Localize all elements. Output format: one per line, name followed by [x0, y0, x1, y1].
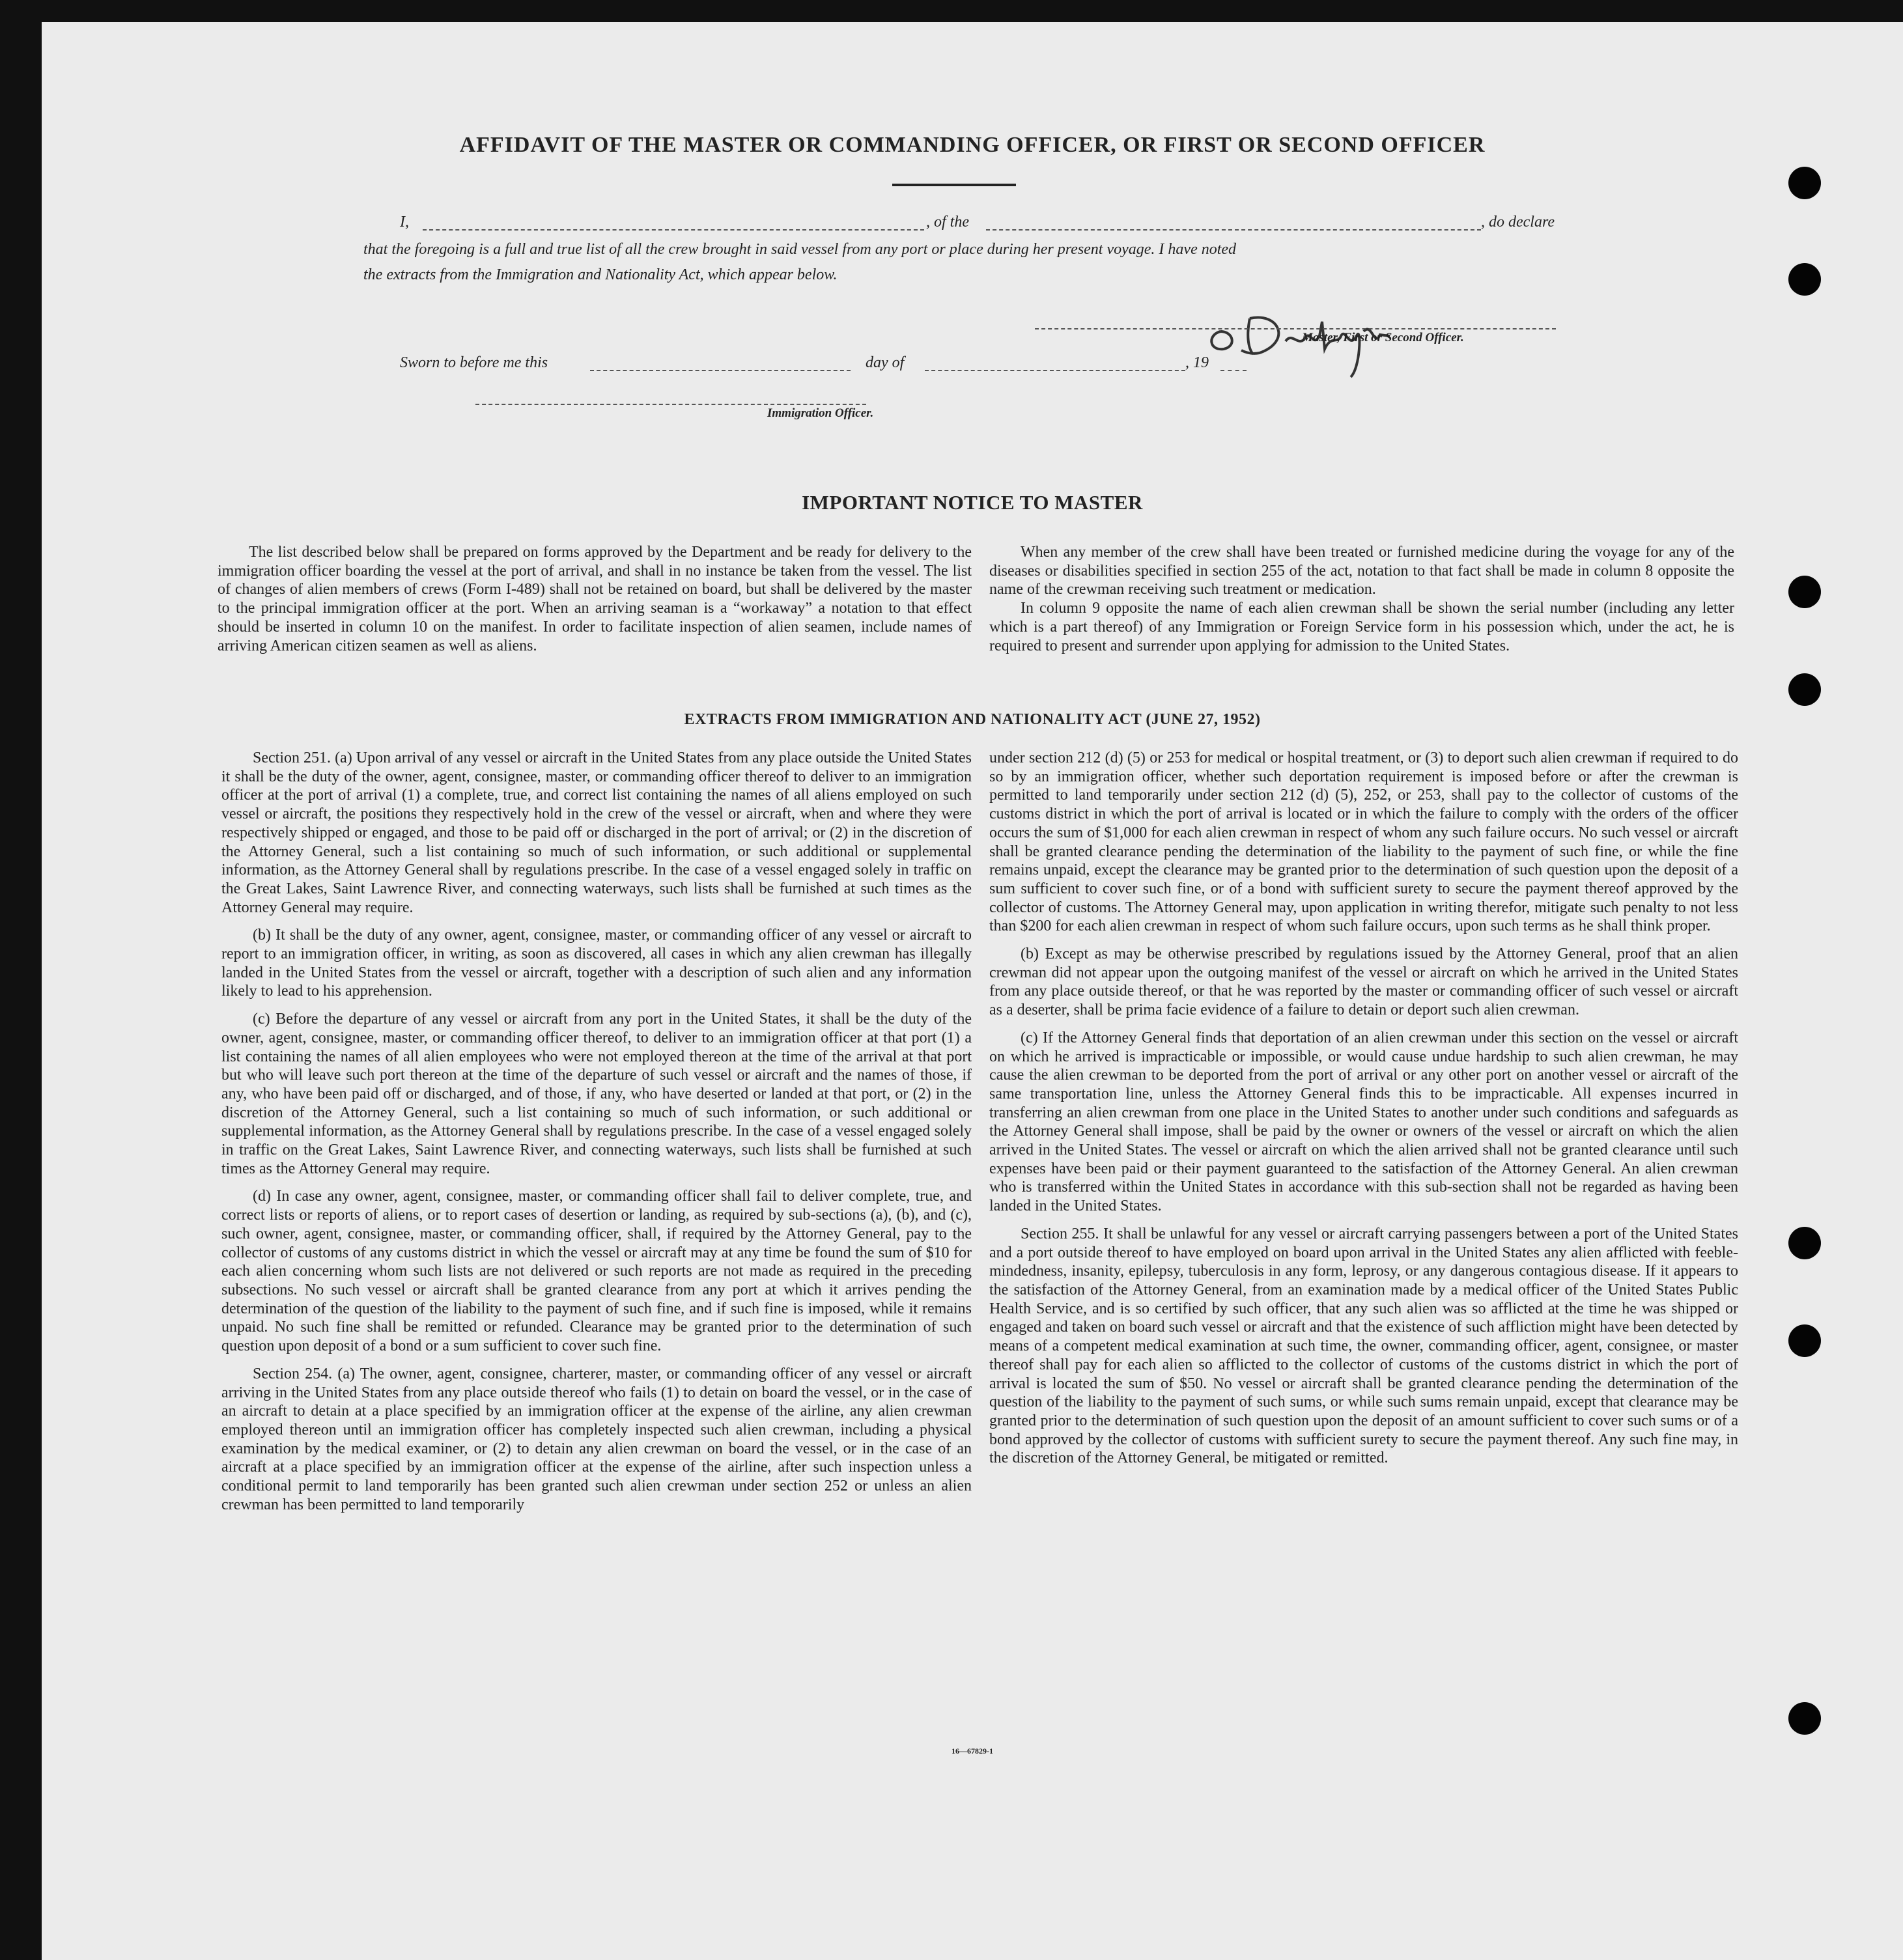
immigration-officer-signature-line[interactable] [475, 404, 866, 405]
notice-right-column [989, 543, 1734, 664]
notice-paragraph: When any member of the crew shall have been treated or furnished medicine during the voyage for any of the diseases or disabilities specified in section 255 of the act, notation to that fact shall be made in column 8 opposite the name of the crewman receiving such treatment or medication. [989, 544, 1734, 598]
sworn-prefix: Sworn to before me this [400, 354, 548, 371]
statute-paragraph: (b) It shall be the duty of any owner, agent, consignee, master, or commanding officer of any vessel or aircraft to report to an immigration officer, in writing, as soon as discovered, all cases in which any alien crewman has illegally landed in the United States from the vessel or aircraft, together with a description of such alien and any information likely to lead to his apprehension. [221, 927, 972, 1000]
extracts-right-column [989, 749, 1738, 1477]
sworn-date-field[interactable] [590, 370, 851, 371]
punch-hole [1788, 1227, 1821, 1259]
officer-caption: Immigration Officer. [767, 406, 874, 420]
extracts-left-column [221, 749, 972, 1523]
punch-hole [1788, 1324, 1821, 1357]
declarant-name-field[interactable] [423, 229, 924, 231]
sworn-day-of: day of [866, 354, 905, 371]
statute-paragraph: Section 254. (a) The owner, agent, consignee, charterer, master, or commanding officer of any vessel or aircraft arriving in the United States from any place outside thereof who fails (1) to detain on board the vessel, or in the case of an aircraft to detain at a place specified by an immigration officer at the expense of the airline, any alien crewman employed thereon until an immigration officer has completely inspected such alien crewman, including a physical examination by the medical examiner, or (2) to detain any alien crewman on board the vessel, or in the case of an aircraft at a place specified by an immigration officer at the expense of the airline, after such inspection unless a conditional permit to land temporarily has been granted such alien crewman under section 252 or unless an alien crewman has been permitted to land temporarily [221, 1365, 972, 1513]
vessel-name-field[interactable] [986, 229, 1481, 231]
extracts-title: EXTRACTS FROM IMMIGRATION AND NATIONALITY ACT (JUNE 27, 1952) [684, 711, 1261, 728]
punch-hole [1788, 167, 1821, 199]
statute-paragraph: under section 212 (d) (5) or 253 for medical or hospital treatment, or (3) to deport such alien crewman if required to do so by an immigration officer, whether such deportation requirement is imposed before or after the crewman is permitted to land temporarily under section 212 (d) (5), 252, or 253, shall pay to the collector of customs of the customs district in which the port of arrival is located or in which the failure to comply with the orders of the officer occurs the sum of $1,000 for each alien crewman in respect of whom any such failure occurs. No such vessel or aircraft shall be granted clearance pending the determination of the liability to the payment of such fine, or while the fine remains unpaid, except the clearance may be granted prior to the determination of such question upon the deposit of a sum sufficient to cover such fine, or of a bond with sufficient surety to secure the payment thereof approved by the collector of customs. The Attorney General may, upon application in writing therefor, mitigate such penalty to not less than $200 for each alien crewman in respect of whom such failure occurs, upon such terms as he shall think proper. [989, 749, 1738, 935]
declarant-prefix: I, [400, 214, 409, 231]
document-page [42, 22, 1903, 1960]
notice-paragraph: The list described below shall be prepared on forms approved by the Department and be ready for delivery to the immigration officer boarding the vessel at the port of arrival, and shall in no instance be taken from the vessel. The list of changes of alien members of crews (Form I-489) shall not be retained on board, but shall be delivered by the master to the principal immigration officer at the port. When an arriving seaman is a “workaway” a notation to that effect should be inserted in column 10 on the manifest. In order to facilitate inspection of alien seamen, include names of arriving American citizen seamen as well as aliens. [218, 544, 972, 654]
sworn-month-field[interactable] [925, 370, 1185, 371]
notice-paragraph: In column 9 opposite the name of each alien crewman shall be shown the serial number (including any letter which is a part thereof) of any Immigration or Foreign Service form in his possession which, under the act, he is required to present and surrender upon applying for admission to the United States. [989, 600, 1734, 654]
statute-paragraph: (d) In case any owner, agent, consignee, master, or commanding officer shall fail to deliver complete, true, and correct lists or reports of aliens, or to report cases of desertion or landing, as required by sub-sections (a), (b), and (c), such owner, agent, consignee, master, or commanding officer, shall, if required by the Attorney General, pay to the collector of customs of any customs district in which the vessel or aircraft may at any time be found the sum of $10 for each alien concerning whom such lists are not delivered or such reports are not made as required in the preceding subsections. No such vessel or aircraft shall be granted clearance from any port at which it arrives pending the determination of the question of the liability to the payment of such fine, and if such fine is imposed, while it remains unpaid. No such fine shall be remitted or refunded. Clearance may be granted prior to the determination of such question upon deposit of a bond or a sum sufficient to cover such fine. [221, 1188, 972, 1355]
signature-caption: Master, First or Second Officer. [1302, 331, 1464, 344]
declaration-line: that the foregoing is a full and true list of all the crew brought in said vessel from any port or place during her present voyage. I have noted [363, 241, 1237, 258]
form-code: 16—67829-1 [952, 1746, 993, 1756]
vessel-prefix: , of the [926, 214, 969, 231]
punch-hole [1788, 1702, 1821, 1735]
statute-paragraph: (c) If the Attorney General finds that deportation of an alien crewman under this section on the vessel or aircraft on which he arrived is impracticable or impossible, or would cause undue hardship to such alien crewman, he may cause the alien crewman to be deported from the port of arrival or any other port on another vessel or aircraft of the same transportation line, unless the Attorney General finds this to be impracticable. All expenses incurred in transferring an alien crewman from one place in the United States to another under such conditions and safeguards as the Attorney General shall impose, shall be paid by the owner or owners of the vessel or aircraft on which the alien arrived in the United States. The vessel or aircraft on which the alien arrived shall not be granted clearance until such expenses have been paid or their payment guaranteed to the satisfaction of the Attorney General. An alien crewman who is transferred within the United States in accordance with this sub-section shall not be regarded as having been landed in the United States. [989, 1029, 1738, 1215]
scan-border-top [0, 0, 1903, 22]
sworn-year-field[interactable] [1220, 370, 1247, 371]
statute-paragraph: Section 251. (a) Upon arrival of any vessel or aircraft in the United States from any place outside the United States it shall be the duty of the owner, agent, consignee, master, or commanding officer thereof to deliver to an immigration officer at the port of arrival (1) a complete, true, and correct list containing the names of all aliens employed on such vessel or aircraft, the positions they respectively hold in the crew of the vessel or aircraft, when and where they were respectively shipped or engaged, and those to be paid off or discharged in the port of arrival; or (2) in the discretion of the Attorney General, such a list containing so much of such information, or such additional or supplemental information, as the Attorney General shall by regulations prescribe. In the case of a vessel engaged solely in traffic on the Great Lakes, Saint Lawrence River, and connecting waterways, such lists shall be furnished at such times as the Attorney General may require. [221, 749, 972, 916]
statute-paragraph: Section 255. It shall be unlawful for any vessel or aircraft carrying passengers between a port of the United States and a port outside thereof to have employed on board upon arrival in the United States any alien afflicted with feeble-mindedness, insanity, epilepsy, tuberculosis in any form, leprosy, or any dangerous contagious disease. If it appears to the satisfaction of the Attorney General, from an examination made by a medical officer of the United States Public Health Service, and is so certified by such officer, that any such alien was so afflicted at the time he was shipped or engaged and taken on board such vessel or aircraft and that the existence of such affliction might have been detected by means of a competent medical examination at such time, the owner, commanding officer, agent, consignee, or master thereof shall pay for each alien so afflicted to the collector of customs of the customs district in which the port of arrival is located the sum of $50. No vessel or aircraft shall be granted clearance pending the determination of the question of the liability to the payment of such sums, or while such sums remain unpaid, except that clearance may be granted prior to the determination of such question upon the deposit of an amount sufficient to cover such sums or of a bond approved by the collector of customs with sufficient surety to secure the payment thereof. Any such fine may, in the discretion of the Attorney General, be mitigated or remitted. [989, 1225, 1738, 1467]
punch-hole [1788, 576, 1821, 608]
title-underline [892, 184, 1016, 186]
affidavit-title: AFFIDAVIT OF THE MASTER OR COMMANDING OFFICER, OR FIRST OR SECOND OFFICER [459, 133, 1486, 157]
statute-paragraph: (b) Except as may be otherwise prescribed by regulations issued by the Attorney General, proof that an alien crewman did not appear upon the outgoing manifest of the vessel or aircraft on which he arrived in the United States from any place outside thereof, or that he was reported by the master or commanding officer of such vessel or aircraft as a deserter, shall be prima facie evidence of a failure to detain or deport such alien crewman. [989, 945, 1738, 1019]
signature-line[interactable] [1035, 328, 1556, 329]
declare-suffix: , do declare [1481, 214, 1555, 231]
notice-left-column [218, 543, 972, 664]
notice-title: IMPORTANT NOTICE TO MASTER [802, 491, 1143, 514]
punch-hole [1788, 263, 1821, 296]
statute-paragraph: (c) Before the departure of any vessel or aircraft from any port in the United States, it shall be the duty of the owner, agent, consignee, master, or commanding officer thereof, to deliver to an immigration officer at that port (1) a list containing the names of all alien employees who were not employed thereon at the time of the arrival at that port but who will leave such port thereon at the time of the departure of such vessel or aircraft and the names of those, if any, who have been paid off or discharged, and of those, if any, who have deserted or landed at that port, or (2) in the discretion of the Attorney General, such a list containing so much of such information, or such additional or supplemental information, as the Attorney General shall by regulations prescribe. In the case of a vessel engaged solely in traffic on the Great Lakes, Saint Lawrence River, and connecting waterways, such lists shall be furnished at such times as the Attorney General may require. [221, 1011, 972, 1177]
declaration-line-2: the extracts from the Immigration and Nationality Act, which appear below. [363, 266, 838, 283]
sworn-year: , 19 [1185, 354, 1209, 371]
punch-hole [1788, 673, 1821, 706]
